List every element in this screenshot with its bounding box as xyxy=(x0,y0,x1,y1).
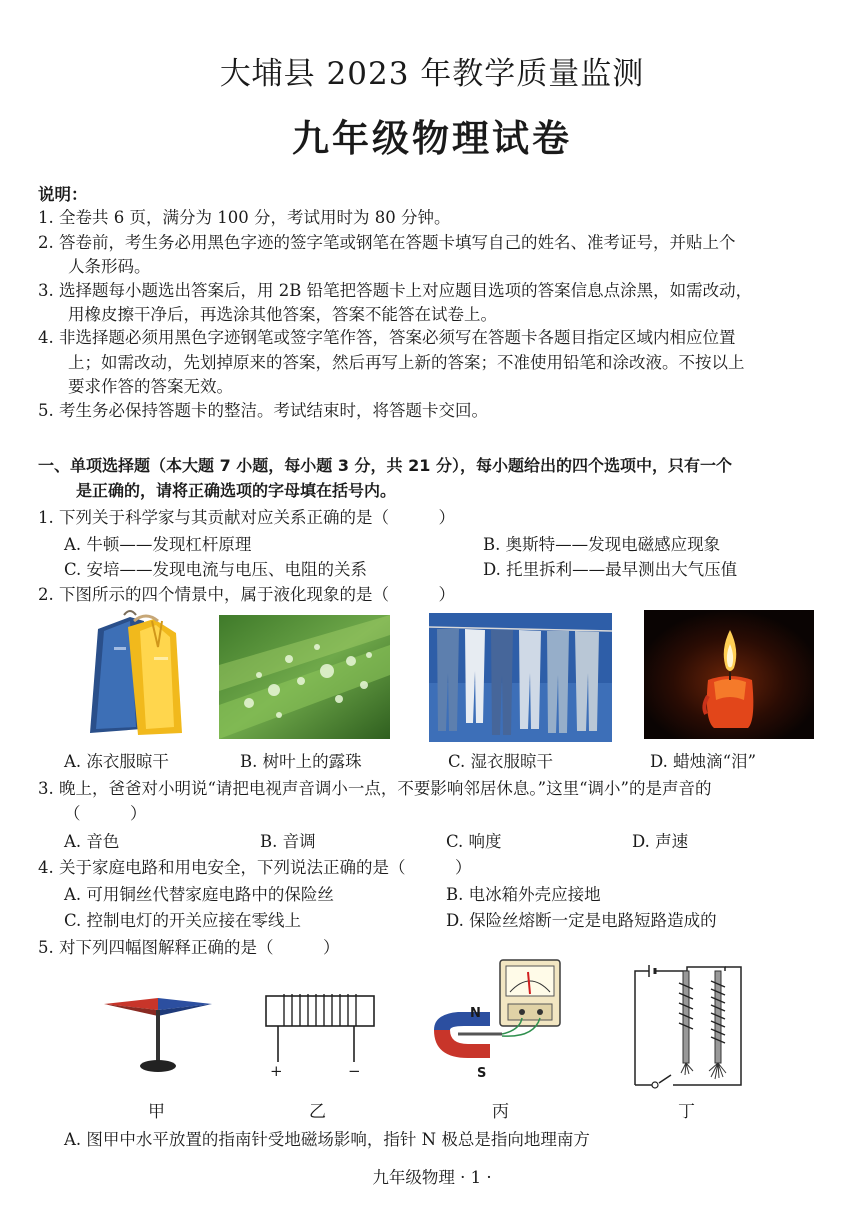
instruction-line: 1. 全卷共 6 页，满分为 100 分，考试用时为 80 分钟。 xyxy=(38,208,451,227)
magnet-n-label: N xyxy=(470,1006,481,1021)
question-4-option-c: C. 控制电灯的开关应接在零线上 xyxy=(64,911,302,930)
question-3-option-d: D. 声速 xyxy=(632,832,689,851)
leaf-dew-image xyxy=(219,615,390,739)
figure-label-ding: 丁 xyxy=(678,1102,695,1122)
question-4-option-b: B. 电冰箱外壳应接地 xyxy=(446,885,601,904)
instruction-line: 5. 考生务必保持答题卡的整洁。考试结束时，将答题卡交回。 xyxy=(38,401,488,420)
question-3-option-c: C. 响度 xyxy=(446,832,502,851)
question-2-option-d: D. 蜡烛滴“泪” xyxy=(650,752,757,771)
magnet-s-label: S xyxy=(477,1066,487,1081)
question-3-option-b: B. 音调 xyxy=(260,832,316,851)
candle-image xyxy=(644,610,814,739)
section-heading-cont: 是正确的，请将正确选项的字母填在括号内。 xyxy=(76,481,397,500)
question-1-option-c: C. 安培——发现电流与电压、电阻的关系 xyxy=(64,560,368,579)
page-footer: 九年级物理 · 1 · xyxy=(372,1168,492,1187)
compass-figure xyxy=(102,990,214,1076)
instruction-line: 要求作答的答案无效。 xyxy=(68,377,233,396)
question-3-stem: 3. 晚上，爸爸对小明说“请把电视声音调小一点，不要影响邻居休息。”这里“调小”的是声音的 xyxy=(38,779,712,798)
frozen-clothes-image xyxy=(84,607,188,741)
wet-clothes-image xyxy=(429,613,612,742)
question-2-option-a: A. 冻衣服晾干 xyxy=(64,752,169,771)
question-5-option-a: A. 图甲中水平放置的指南针受地磁场影响，指针 N 极总是指向地理南方 xyxy=(64,1130,590,1149)
instruction-line: 用橡皮擦干净后，再选涂其他答案，答案不能答在试卷上。 xyxy=(68,305,497,324)
coil-plus-terminal: + xyxy=(270,1062,283,1080)
question-1-stem: 1. 下列关于科学家与其贡献对应关系正确的是（ ） xyxy=(38,508,455,527)
section-heading: 一、单项选择题（本大题 7 小题，每小题 3 分，共 21 分），每小题给出的四个选项中，只有一个 xyxy=(38,456,732,475)
question-3-stem-cont: （ ） xyxy=(64,804,147,823)
instruction-line: 3. 选择题每小题选出答案后，用 2B 铅笔把答题卡上对应题目选项的答案信息点涂黑，如需改动， xyxy=(38,281,753,300)
instruction-line: 4. 非选择题必须用黑色字迹钢笔或签字笔作答，答案必须写在答题卡各题目指定区域内相应位置 xyxy=(38,328,736,347)
galvanometer-magnet-figure xyxy=(428,954,564,1082)
exam-title-line2: 九年级物理试卷 xyxy=(292,116,572,160)
exam-title-line1: 大埔县 2023 年教学质量监测 xyxy=(219,56,645,92)
instructions-heading: 说明： xyxy=(38,185,88,204)
question-2-stem: 2. 下图所示的四个情景中，属于液化现象的是（ ） xyxy=(38,585,455,604)
figure-label-yi: 乙 xyxy=(309,1102,326,1122)
question-1-option-a: A. 牛顿——发现杠杆原理 xyxy=(64,535,252,554)
question-1-option-b: B. 奥斯特——发现电磁感应现象 xyxy=(483,535,721,554)
electromagnets-circuit-figure xyxy=(629,957,749,1089)
instruction-line: 上；如需改动，先划掉原来的答案，然后再写上新的答案；不准使用铅笔和涂改液。不按以上 xyxy=(68,353,745,372)
question-5-stem: 5. 对下列四幅图解释正确的是（ ） xyxy=(38,938,340,957)
figure-label-jia: 甲 xyxy=(148,1102,165,1122)
coil-minus-terminal: − xyxy=(348,1062,361,1080)
question-1-option-d: D. 托里拆利——最早测出大气压值 xyxy=(483,560,738,579)
question-4-option-a: A. 可用铜丝代替家庭电路中的保险丝 xyxy=(64,885,334,904)
question-2-option-c: C. 湿衣服晾干 xyxy=(448,752,554,771)
question-2-option-b: B. 树叶上的露珠 xyxy=(240,752,362,771)
instruction-line: 人条形码。 xyxy=(68,257,151,276)
question-3-option-a: A. 音色 xyxy=(64,832,120,851)
figure-label-bing: 丙 xyxy=(492,1102,509,1122)
question-4-option-d: D. 保险丝熔断一定是电路短路造成的 xyxy=(446,911,717,930)
question-4-stem: 4. 关于家庭电路和用电安全，下列说法正确的是（ ） xyxy=(38,858,472,877)
instruction-line: 2. 答卷前，考生务必用黑色字迹的签字笔或钢笔在答题卡填写自己的姓名、准考证号，并贴上个 xyxy=(38,233,736,252)
